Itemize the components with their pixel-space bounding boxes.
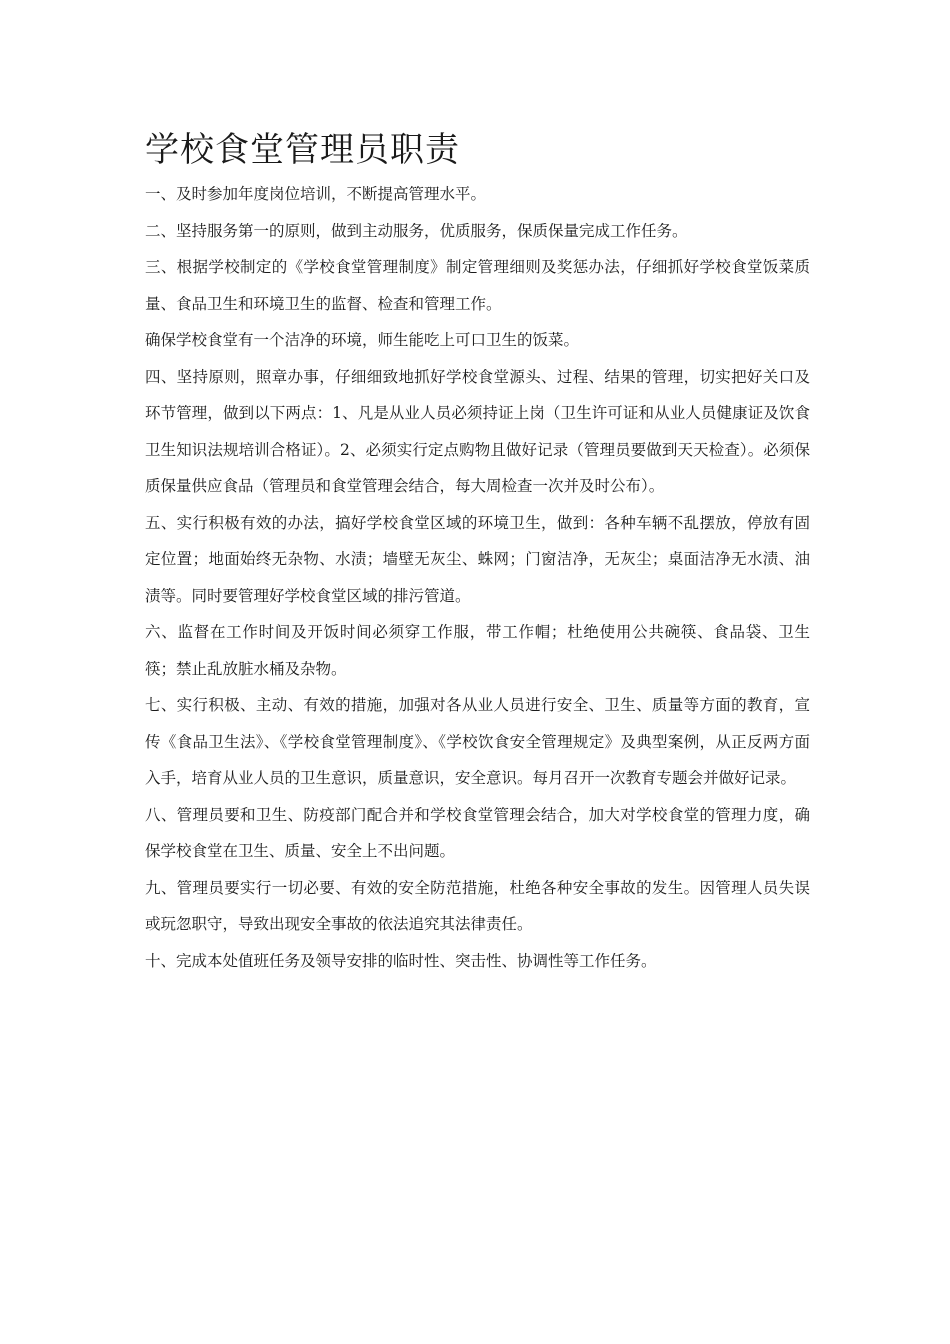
paragraph-10: 十、完成本处值班任务及领导安排的临时性、突击性、协调性等工作任务。 [145, 951, 657, 970]
document-title: 学校食堂管理员职责 [145, 130, 460, 170]
paragraph-3: 三、根据学校制定的《学校食堂管理制度》制定管理细则及奖惩办法，仔细抓好学校食堂饭菜质量、食品卫生和环境卫生的监督、检查和管理工作。 [145, 258, 810, 313]
paragraph-1: 一、及时参加年度岗位培训，不断提高管理水平。 [145, 185, 487, 203]
paragraph-9: 九、管理员要实行一切必要、有效的安全防范措施，杜绝各种安全事故的发生。因管理人员失误或玩忽职守，导致出现安全事故的依法追究其法律责任。 [145, 878, 810, 933]
paragraph-7: 七、实行积极、主动、有效的措施，加强对各从业人员进行安全、卫生、质量等方面的教育，宣传《食品卫生法》、《学校食堂管理制度》、《学校饮食安全管理规定》及典型案例，从正反两方面入手，培育从业人员的卫生意识，质量意识，安全意识。每月召开一次教育专题会并做好记录。 [145, 696, 810, 787]
paragraph-5: 五、实行积极有效的办法，搞好学校食堂区域的环境卫生，做到：各种车辆不乱摆放，停放有固定位置；地面始终无杂物、水渍；墙壁无灰尘、蛛网；门窗洁净，无灰尘；桌面洁净无水渍、油渍等。同时要管理好学校食堂区域的排污管道。 [145, 513, 810, 605]
paragraph-6: 六、监督在工作时间及开饭时间必须穿工作服，带工作帽；杜绝使用公共碗筷、食品袋、卫生筷；禁止乱放脏水桶及杂物。 [145, 623, 810, 678]
paragraph-4: 四、坚持原则，照章办事，仔细细致地抓好学校食堂源头、过程、结果的管理，切实把好关口及环节管理，做到以下两点：1、凡是从业人员必须持证上岗（卫生许可证和从业人员健康证及饮食卫生知识法规培训合格证）。2、必须实行定点购物且做好记录（管理员要做到天天检查）。必须保质保量供应食品（管理员和食堂管理会结合，每大周检查一次并及时公布）。 [145, 367, 810, 495]
paragraph-8: 八、管理员要和卫生、防疫部门配合并和学校食堂管理会结合，加大对学校食堂的管理力度，确保学校食堂在卫生、质量、安全上不出问题。 [145, 805, 810, 860]
document-page [145, 124, 810, 979]
paragraph-2: 二、坚持服务第一的原则，做到主动服务，优质服务，保质保量完成工作任务。 [145, 221, 688, 240]
paragraph-3-continued: 确保学校食堂有一个洁净的环境，师生能吃上可口卫生的饭菜。 [145, 331, 580, 349]
